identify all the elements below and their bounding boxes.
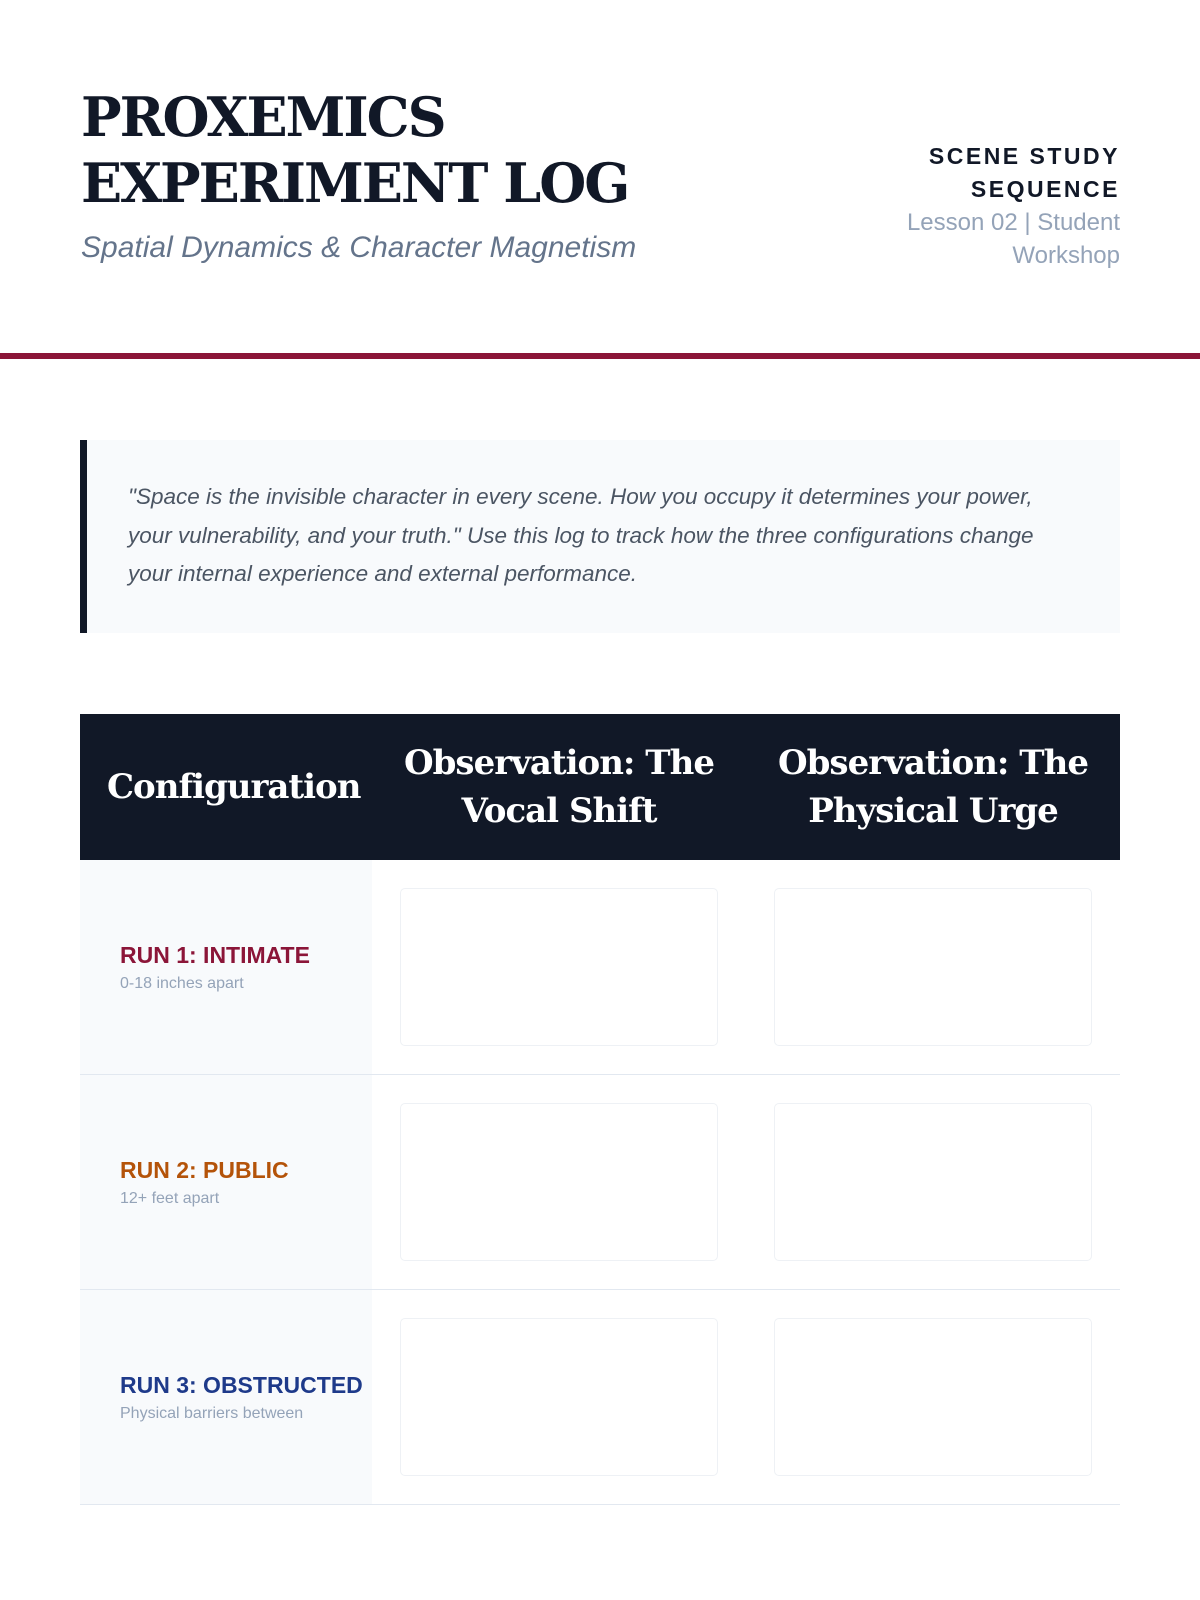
physical-urge-cell: [746, 1290, 1120, 1504]
header-divider: [0, 353, 1200, 359]
run-description: Physical barriers between: [120, 1404, 304, 1422]
experiment-table: [80, 714, 1120, 1505]
physical-urge-cell: [746, 860, 1120, 1074]
intro-quote: [80, 440, 1120, 633]
run-title: RUN 3: OBSTRUCTED: [120, 1371, 363, 1398]
run-description: 12+ feet apart: [120, 1189, 220, 1207]
run-description: 0-18 inches apart: [120, 974, 244, 992]
header-meta: [860, 140, 1120, 272]
page-subtitle: Spatial Dynamics & Character Magnetism: [81, 231, 637, 264]
meta-kicker: SCENE STUDY SEQUENCE: [928, 143, 1120, 202]
configuration-cell: [80, 860, 372, 1074]
column-header-configuration: Configuration: [107, 767, 361, 807]
physical-urge-entry-field[interactable]: [774, 888, 1092, 1046]
page-header: [81, 84, 1121, 284]
physical-urge-entry-field[interactable]: [774, 1103, 1092, 1261]
vocal-shift-entry-field[interactable]: [400, 1318, 718, 1476]
table-row-public: [80, 1075, 1120, 1290]
vocal-shift-cell: [372, 860, 746, 1074]
vocal-shift-entry-field[interactable]: [400, 888, 718, 1046]
intro-quote-text: "Space is the invisible character in every scene. How you occupy it determines your power, your vulnerability, and your truth." Use this log to track how the three configurations change your internal experience and external performance.: [128, 484, 1034, 586]
table-row-obstructed: [80, 1290, 1120, 1505]
table-header: [80, 714, 1120, 860]
configuration-cell: [80, 1075, 372, 1289]
vocal-shift-cell: [372, 1290, 746, 1504]
meta-info: Lesson 02 | Student Workshop: [906, 209, 1120, 269]
physical-urge-entry-field[interactable]: [774, 1318, 1092, 1476]
run-title: RUN 2: PUBLIC: [120, 1156, 289, 1183]
physical-urge-cell: [746, 1075, 1120, 1289]
page-title: PROXEMICS EXPERIMENT LOG: [81, 85, 629, 215]
configuration-cell: [80, 1290, 372, 1504]
column-header-physical-urge: Observation: The Physical Urge: [778, 743, 1088, 831]
vocal-shift-cell: [372, 1075, 746, 1289]
run-title: RUN 1: INTIMATE: [120, 941, 310, 968]
column-header-vocal-shift: Observation: The Vocal Shift: [404, 743, 714, 831]
table-row-intimate: [80, 860, 1120, 1075]
vocal-shift-entry-field[interactable]: [400, 1103, 718, 1261]
